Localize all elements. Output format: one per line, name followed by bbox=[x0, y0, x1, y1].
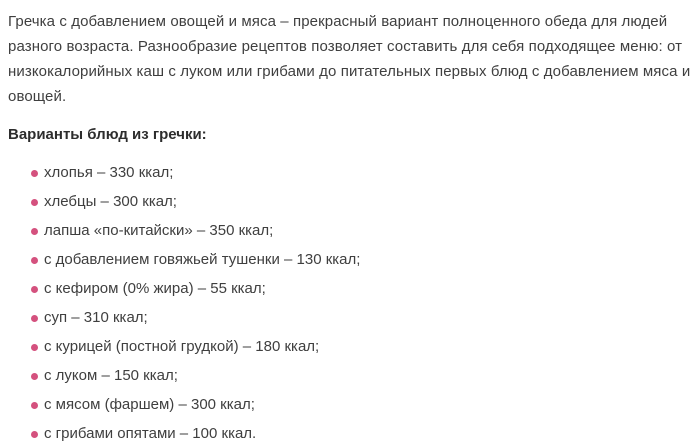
dish-item-text: с луком – 150 ккал; bbox=[44, 367, 178, 384]
bullet-icon bbox=[31, 402, 38, 409]
intro-paragraph: Гречка с добавлением овощей и мяса – прекрасный вариант полноценного обеда для людей разного возраста. Разнообразие рецептов позволяет составить для себя подходящее меню: от низкокалорийных каш с луком или грибами до питательных первых блюд с добавлением мяса и овощей. bbox=[8, 13, 691, 105]
bullet-icon bbox=[31, 286, 38, 293]
bullet-icon bbox=[31, 344, 38, 351]
dish-item-text: хлопья – 330 ккал; bbox=[44, 164, 174, 181]
dish-item-text: хлебцы – 300 ккал; bbox=[44, 193, 177, 210]
bullet-icon bbox=[31, 373, 38, 380]
dish-list bbox=[8, 165, 696, 442]
bullet-icon bbox=[31, 228, 38, 235]
dish-item-text: лапша «по-китайски» – 350 ккал; bbox=[44, 222, 274, 239]
list-item bbox=[31, 310, 696, 326]
dish-item-text: с курицей (постной грудкой) – 180 ккал; bbox=[44, 338, 320, 355]
list-item bbox=[31, 194, 696, 210]
bullet-icon bbox=[31, 431, 38, 438]
list-item bbox=[31, 252, 696, 268]
dish-item-text: с мясом (фаршем) – 300 ккал; bbox=[44, 396, 255, 413]
list-item bbox=[31, 223, 696, 239]
bullet-icon bbox=[31, 170, 38, 177]
bullet-icon bbox=[31, 257, 38, 264]
list-item bbox=[31, 339, 696, 355]
bullet-icon bbox=[31, 315, 38, 322]
list-item bbox=[31, 368, 696, 384]
list-item bbox=[31, 165, 696, 181]
dish-item-text: с добавлением говяжьей тушенки – 130 ккал; bbox=[44, 251, 361, 268]
list-item bbox=[31, 426, 696, 442]
dish-item-text: с кефиром (0% жира) – 55 ккал; bbox=[44, 280, 266, 297]
dish-item-text: суп – 310 ккал; bbox=[44, 309, 148, 326]
section-heading: Варианты блюд из гречки: bbox=[8, 126, 207, 143]
bullet-icon bbox=[31, 199, 38, 206]
list-item bbox=[31, 397, 696, 413]
list-item bbox=[31, 281, 696, 297]
dish-item-text: с грибами опятами – 100 ккал. bbox=[44, 425, 257, 442]
